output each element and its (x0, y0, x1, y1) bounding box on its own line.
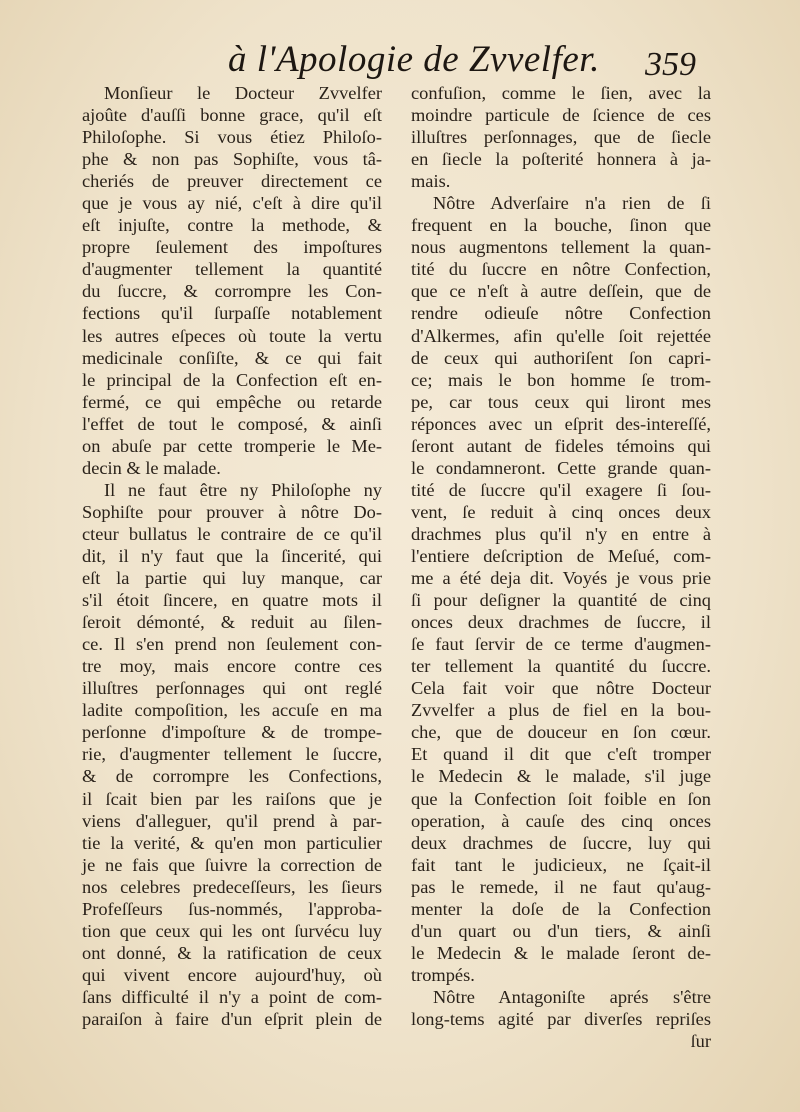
text-line: qui vivent encore aujourd'huy, où (82, 964, 382, 985)
text-line: ſans difficulté il n'y a point de com- (82, 986, 382, 1007)
text-line: che, que de douceur en ſon cœur. (411, 722, 711, 743)
text-line: mais. (411, 171, 451, 192)
text-line: l'effet de tout le composé, & ainſi (82, 413, 382, 434)
text-line: le condamneront. Cette grande quan- (411, 457, 711, 478)
text-line: d'Alkermes, afin qu'elle ſoit rejettée (411, 325, 711, 346)
text-line: menter la doſe de la Confection (411, 898, 711, 919)
text-line: operation, à cauſe des cinq onces (411, 810, 711, 831)
text-line: decin & le malade. (82, 457, 221, 478)
text-line: les autres eſpeces où toute la vertu (82, 325, 382, 346)
text-line: paraiſon à faire d'un eſprit plein de (82, 1008, 382, 1029)
text-line: ce. Il s'en prend non ſeulement con- (82, 634, 382, 655)
text-line: rie, d'augmenter tellement le ſuccre, (82, 744, 382, 765)
text-line: tre moy, mais encore contre ces (82, 656, 382, 677)
text-line: viens d'alleguer, qu'il prend à par- (82, 810, 382, 831)
text-line: ont donné, & la ratification de ceux (82, 942, 382, 963)
text-line: ſi pour deſigner la quantité de cinq (411, 590, 711, 611)
text-line: ladite compoſition, les accuſe en ma (82, 700, 382, 721)
text-line: ter tellement la quantité du ſuccre. (411, 656, 711, 677)
text-line: que la Confection ſoit foible en ſon (411, 788, 711, 809)
text-line: du ſuccre, & corrompre les Con- (82, 281, 382, 302)
text-line: deux drachmes de ſuccre, luy qui (411, 832, 711, 853)
text-line: on abuſe par cette tromperie le Me- (82, 435, 382, 456)
text-line: drachmes plus qu'il n'y en entre à (411, 523, 711, 544)
text-line: frequent en la bouche, ſinon que (411, 215, 711, 236)
text-line: Cela fait voir que nôtre Docteur (411, 678, 711, 699)
text-line: eſt injuſte, contre la methode, & (82, 215, 382, 236)
running-head: à l'Apologie de Zvvelfer. (228, 39, 600, 80)
text-line: l'entiere deſcription de Meſué, com- (411, 545, 711, 566)
text-line: rendre odieuſe nôtre Confection (411, 303, 711, 324)
text-line: d'augmenter tellement la quantité (82, 259, 382, 280)
text-line: le Medecin & le malade, s'il juge (411, 766, 711, 787)
text-line: illuſtres perſonnages qui ont reglé (82, 678, 382, 699)
text-line: pe, car tous ceux qui liront mes (411, 391, 711, 412)
text-line: fections qu'il ſurpaſſe notablement (82, 303, 382, 324)
text-line: je ne fais que ſuivre la correction de (82, 854, 382, 875)
text-line: me a été deja dit. Voyés je vous prie (411, 568, 711, 589)
text-line: trompés. (411, 964, 475, 985)
text-line: d'un quart ou d'un tiers, & ainſi (411, 920, 711, 941)
text-line: ajoûte d'auſſi bonne grace, qu'il eſt (82, 105, 382, 126)
text-line: tité de ſuccre qu'il exagere ſi ſou- (411, 479, 711, 500)
text-line: dit, il n'y faut que la ſincerité, qui (82, 545, 382, 566)
text-line: s'il étoit ſincere, en quatre mots il (82, 590, 382, 611)
text-line: perſonne d'impoſture & de trompe- (82, 722, 382, 743)
text-line: Sophiſte pour prouver à nôtre Do- (82, 501, 382, 522)
text-line: long-tems agité par diverſes repriſes (411, 1008, 711, 1029)
text-line: que je vous ay nié, c'eſt à dire qu'il (82, 193, 382, 214)
text-line: phe & non pas Sophiſte, vous tâ- (82, 149, 382, 170)
text-line: de ceux qui authoriſent ſon capri- (411, 347, 711, 368)
text-line: fait tant le judicieux, ne ſçait-il (411, 854, 711, 875)
text-line: le Medecin & le malade ſeront de- (411, 942, 711, 963)
page-header (0, 38, 800, 88)
text-line: propre ſeulement des impoſtures (82, 237, 382, 258)
text-line: ſe faut ſervir de ce terme d'augmen- (411, 634, 711, 655)
text-line: le principal de la Confection eſt en- (82, 369, 382, 390)
text-line: cheriés de preuver directement ce (82, 171, 382, 192)
text-line: ce; mais le bon homme ſe trom- (411, 369, 711, 390)
text-line: ſeroit démonté, & reduit au ſilen- (82, 612, 382, 633)
text-line: ſeront autant de fideles témoins qui (411, 435, 711, 456)
text-line: tie la verité, & qu'en mon particulier (82, 832, 382, 853)
text-line: eſt la partie qui luy manque, car (82, 568, 382, 589)
text-line: vent, ſe reduit à cinq onces deux (411, 501, 711, 522)
text-line: nos celebres predeceſſeurs, les ſieurs (82, 876, 382, 897)
page-number: 359 (645, 46, 696, 83)
text-line: medicinale conſiſte, & ce qui fait (82, 347, 382, 368)
text-line: Nôtre Adverſaire n'a rien de ſi (433, 193, 711, 214)
text-line: tion que ceux qui les ont ſurvécu luy (82, 920, 382, 941)
text-line: Et quand il dit que c'eſt tromper (411, 744, 711, 765)
text-line: illuſtres perſonnages, que de ſiecle (411, 127, 711, 148)
catchword: ſur (690, 1031, 711, 1052)
text-line: & de corrompre les Confections, (82, 766, 382, 787)
text-line: Monſieur le Docteur Zvvelfer (104, 83, 382, 103)
text-line: confuſion, comme le ſien, avec la (411, 83, 711, 103)
text-line: il ſcait bien par les raiſons que je (82, 788, 382, 809)
text-line: moindre particule de ſcience de ces (411, 105, 711, 126)
text-line: Zvvelfer a plus de fiel en la bou- (411, 700, 711, 721)
text-line: Profeſſeurs ſus-nommés, l'approba- (82, 898, 382, 919)
text-line: Il ne faut être ny Philoſophe ny (104, 479, 382, 500)
text-line: nous augmentons tellement la quan- (411, 237, 711, 258)
text-line: cteur bullatus le contraire de ce qu'il (82, 523, 382, 544)
text-line: Nôtre Antagoniſte aprés s'être (433, 986, 711, 1007)
right-text-column (411, 82, 711, 1052)
left-text-column (82, 82, 382, 1030)
text-line: pas le remede, il ne faut qu'aug- (411, 876, 711, 897)
text-line: que ce n'eſt à autre deſſein, que de (411, 281, 711, 302)
text-line: réponces avec un eſprit des-intereſſé, (411, 413, 711, 434)
text-line: fermé, ce qui empêche ou retarde (82, 391, 382, 412)
text-line: en ſiecle la poſterité honnera à ja- (411, 149, 711, 170)
text-line: onces deux drachmes de ſuccre, il (411, 612, 711, 633)
text-line: tité du ſuccre en nôtre Confection, (411, 259, 711, 280)
text-line: Philoſophe. Si vous étiez Philoſo- (82, 127, 382, 148)
